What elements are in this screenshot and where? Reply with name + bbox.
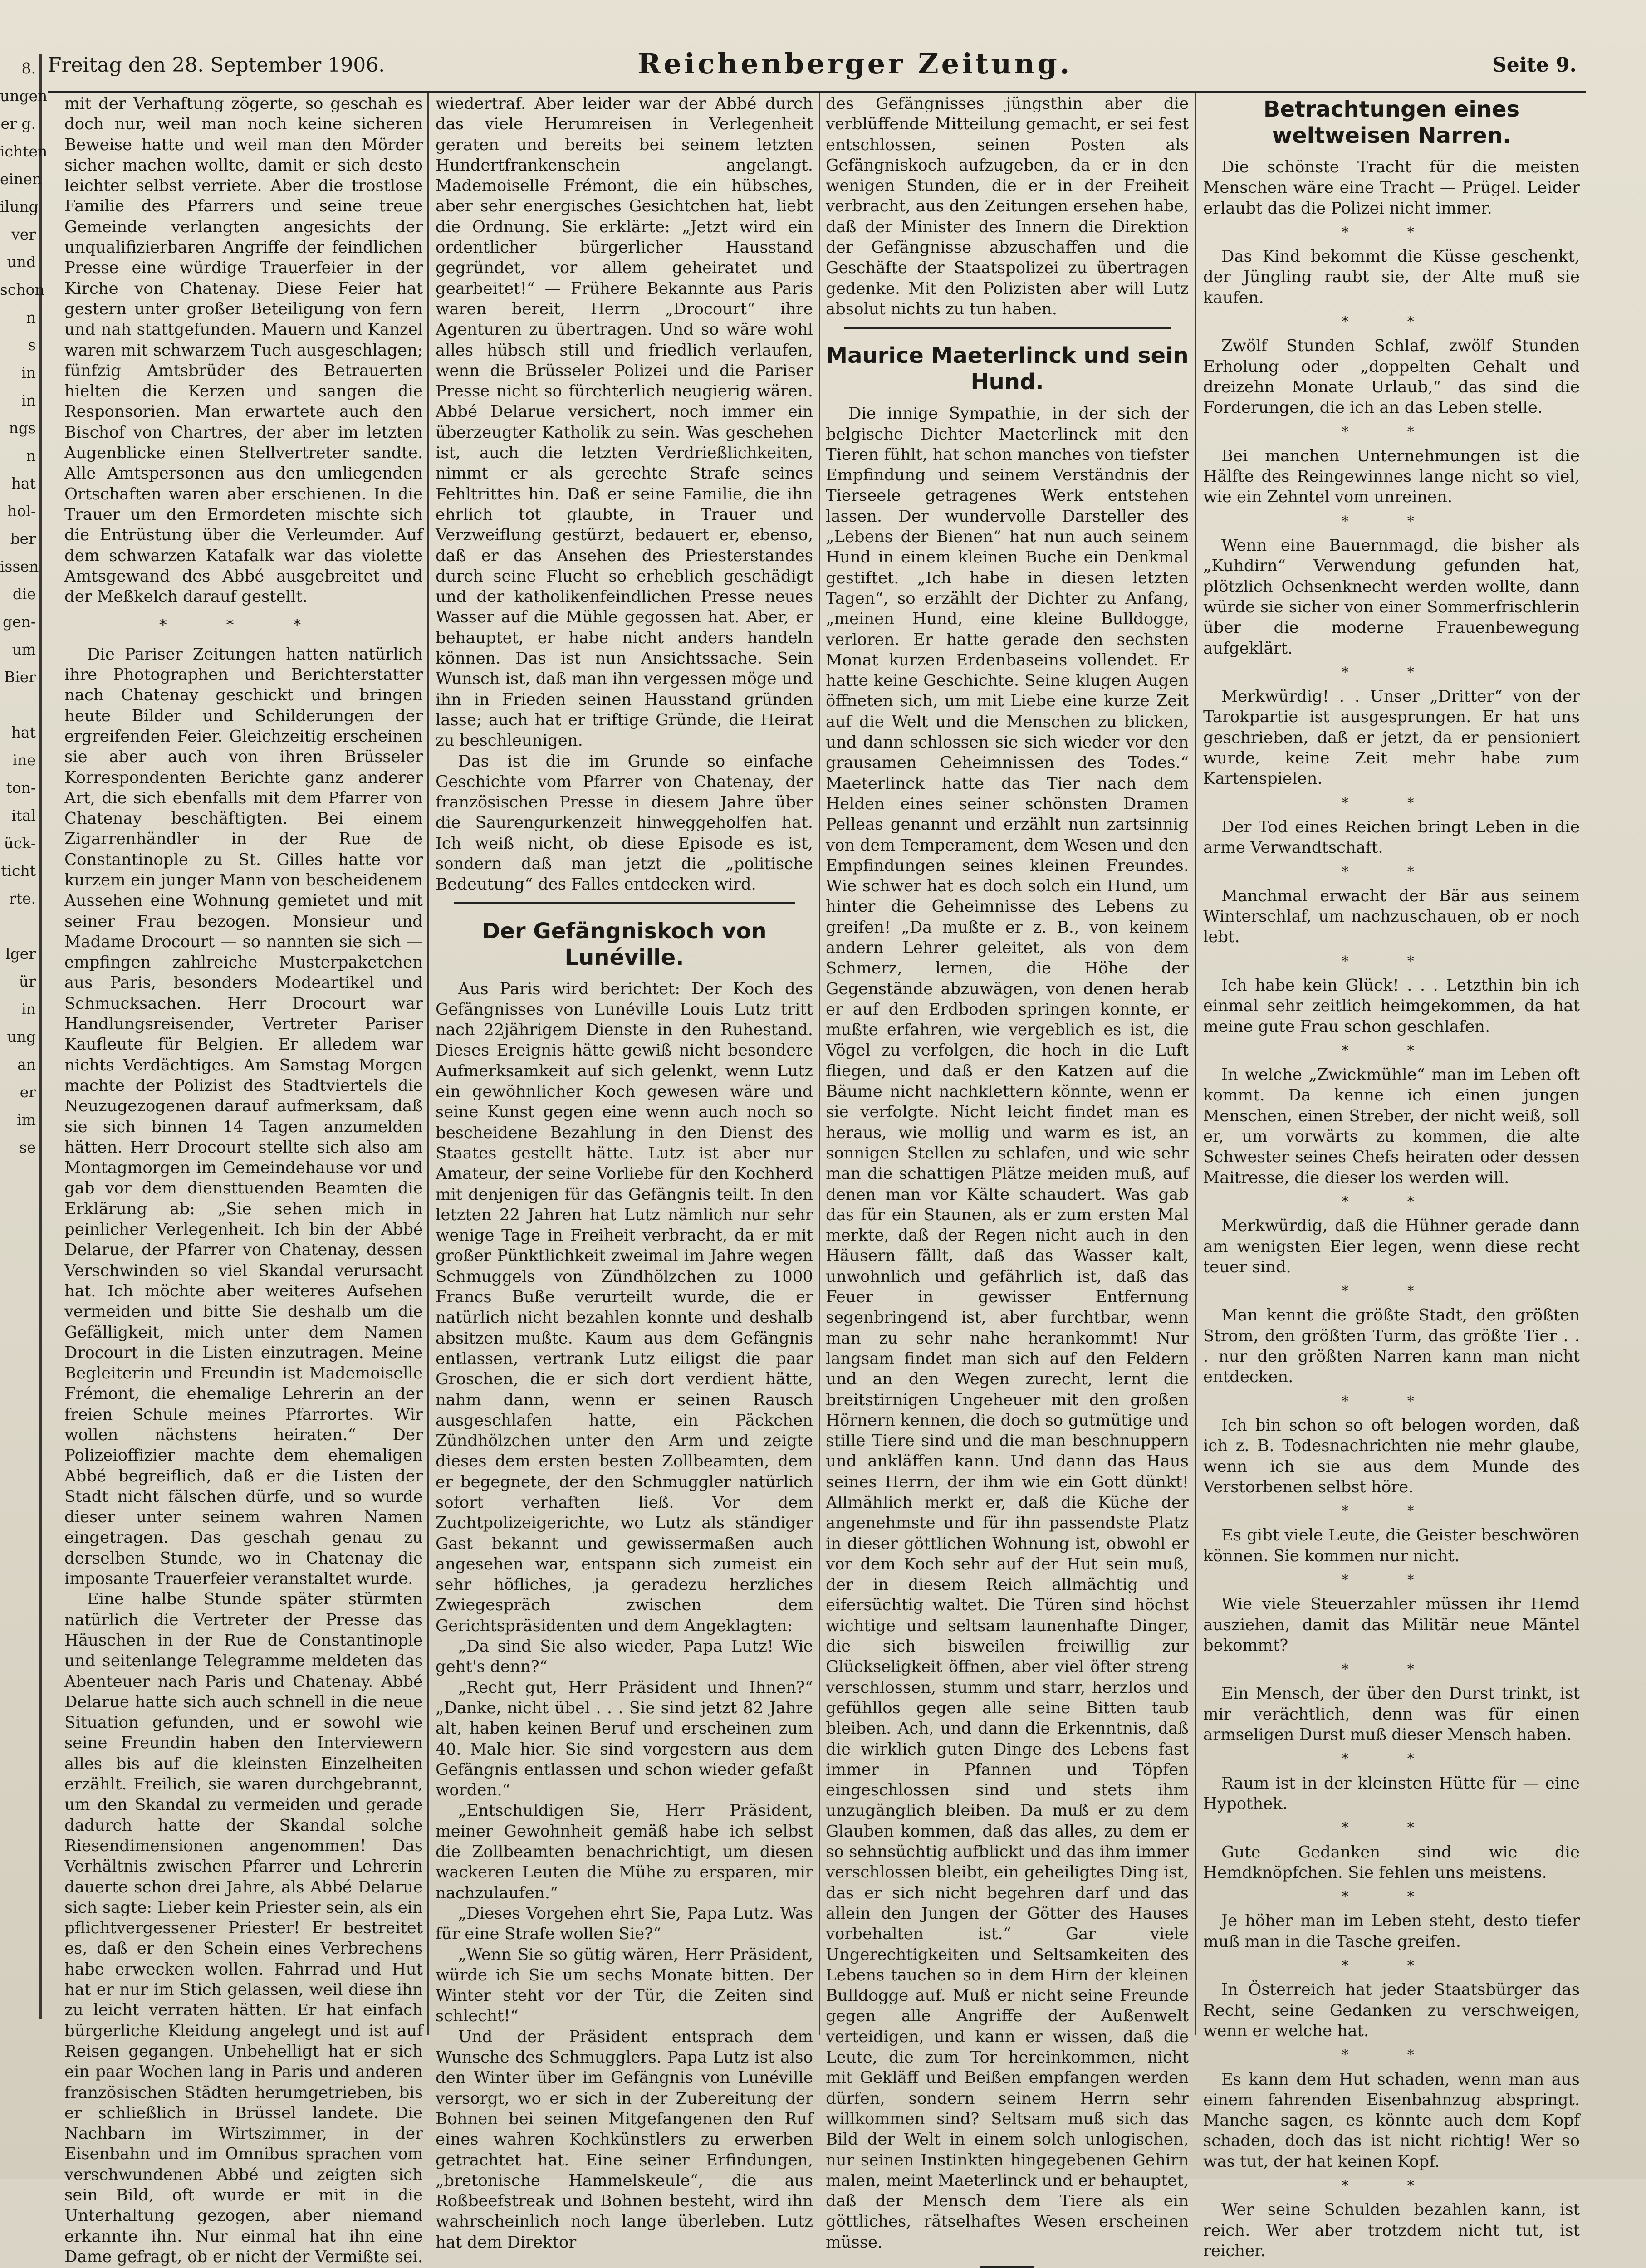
aphorism-separator: * * — [1342, 1503, 1441, 1520]
dialogue-paragraph: „Recht gut, Herr Präsident und Ihnen?“ „Danke, nicht übel . . . Sie sind jetzt 82 Jahre alt, haben keinen Beruf und erscheinen zum 40. Male hier. Sie sind vorgestern aus dem Gefängnis entlassen und schon wieder gefaßt worden.“ — [436, 1678, 813, 1800]
fragment-line — [0, 1521, 36, 1549]
column-3 — [826, 93, 1189, 2252]
article-headline: Betrachtungen eines weltweisen Narren. — [1263, 97, 1520, 148]
fragment-line: issen — [0, 557, 39, 575]
fragment-line: ichten — [0, 142, 48, 160]
aphorism: Es kann dem Hut schaden, wenn man aus einem fahrenden Eisenbahnzug abspringt. Manche sagen, es könnte auch dem Kopf schaden, doch das ist nicht richtig! Wer so was tut, der hat keinen Kopf. — [1203, 2070, 1580, 2171]
aphorism: In Österreich hat jeder Staatsbürger das Recht, seine Gedanken zu verschweigen, wenn er welche hat. — [1203, 1980, 1580, 2040]
aphorism-separator: * * — [1342, 795, 1441, 811]
column-4 — [1203, 93, 1580, 2260]
fragment-line: ton- — [6, 779, 36, 797]
fragment-line: die — [12, 585, 36, 603]
fragment-line — [0, 1189, 36, 1217]
section-asterisks: * * * — [159, 616, 328, 635]
aphorism-separator: * * — [1342, 1820, 1441, 1836]
fragment-line: rte. — [9, 890, 36, 907]
fragment-line — [0, 1632, 36, 1659]
fragment-line: hat — [11, 723, 36, 741]
aphorism-separator — [1203, 2265, 1580, 2268]
fragment-line: ilung — [0, 198, 39, 215]
fragment-line: se — [19, 1139, 36, 1156]
dialogue-paragraph: „Da sind Sie also wieder, Papa Lutz! Wie geht's denn?“ — [436, 1637, 813, 1677]
fragment-line: lger — [5, 945, 36, 963]
aphorism-separator: * * — [1342, 513, 1441, 529]
fragment-line: hat — [11, 474, 36, 492]
fragment-line — [0, 1300, 36, 1327]
dialogue-paragraph: „Entschuldigen Sie, Herr Präsident, meiner Gewohnheit gemäß habe ich selbst die Zollbeamten benachrichtigt, um diesen wackeren Leuten die Mühe zu ersparen, mir nachzulaufen.“ — [436, 1801, 813, 1902]
fragment-line — [0, 1687, 36, 1715]
fragment-line: Bier — [4, 668, 36, 686]
aphorism: In welche „Zwickmühle“ man im Leben oft kommt. Da kenne ich einen jungen Menschen, einen Streber, der nicht weiß, soll er, um vorwärts zu kommen, die alte Schwester seines Chefs heiraten oder dessen Maitresse, die dieser los werden will. — [1203, 1066, 1580, 1187]
fragment-line: ine — [12, 751, 36, 769]
fragment-line — [0, 1383, 36, 1410]
aphorism: Manchmal erwacht der Bär aus seinem Winterschlaf, um nachzuschauen, ob er noch lebt. — [1203, 886, 1580, 947]
fragment-line — [0, 1549, 36, 1576]
article-paragraph: mit der Verhaftung zögerte, so geschah es doch nur, weil man noch keine sicheren Beweise hatte und weil man den Mörder sicher machen wollte, damit er sich desto leichter selbst verriete. Aber die trostlose Familie des Pfarrers und seine treue Gemeinde verlangten angesichts der unqualifizierbaren Angriffe der feindlichen Presse eine würdige Trauerfeier in der Kirche von Chatenay. Diese Feier hat gestern unter großer Beteiligung von fern und nah stattgefunden. Mauern und Kanzel waren mit schwarzem Tuch ausgeschlagen; fünfzig Amtsbrüder des Betrauerten hielten die Kerzen und sangen die Responsorien. Man erwartete auch den Bischof von Chartres, der aber im letzten Augenblicke einen Stellvertreter sandte. Alle Amtspersonen aus den umliegenden Ortschaften waren aber erschienen. In die Trauer um den Ermordeten mischte sich die Entrüstung über die Verleumder. Auf dem schwarzen Katafalk war das violette Amtsgewand des Abbé ausgebreitet und der Meßkelch darauf gestellt. — [64, 94, 423, 606]
column-1 — [64, 93, 423, 2266]
fragment-line — [0, 1825, 36, 1853]
aphorism: Bei manchen Unternehmungen ist die Hälfte des Reingewinnes lange nicht so viel, wie ein Zehntel vom unreinen. — [1203, 446, 1580, 507]
column-rule — [1195, 93, 1196, 2035]
aphorism: Ein Mensch, der über den Durst trinkt, ist mir verächtlich, denn was für einen armseligen Durst muß dieser Mensch haben. — [1203, 1684, 1580, 1745]
fragment-line: schon — [0, 281, 44, 298]
aphorism-separator: * * — [1342, 1283, 1441, 1300]
aphorism: Wenn eine Bauernmagd, die bisher als „Kuhdirn“ Verwendung gefunden hat, plötzlich Ochsenknecht werden wollte, dann würde sie sicher von einer Sommerfrischlerin über die moderne Frauenbewegung aufgeklärt. — [1203, 536, 1580, 658]
fragment-line — [0, 1742, 36, 1770]
fragment-line — [0, 1493, 36, 1521]
fragment-line: in — [21, 391, 36, 409]
column-2 — [436, 93, 813, 2252]
dialogue-paragraph: „Dieses Vorgehen ehrt Sie, Papa Lutz. Was für eine Strafe wollen Sie?“ — [436, 1904, 813, 1944]
aphorism-separator: * * — [1342, 2047, 1441, 2063]
fragment-line — [0, 1410, 36, 1438]
aphorism: Zwölf Stunden Schlaf, zwölf Stunden Erholung oder „doppelten Gehalt und dreizehn Monate Urlaub,“ das sind die Forderungen, die ich an das Leben stelle. — [1203, 337, 1580, 417]
fragment-line — [0, 691, 36, 719]
aphorism-separator: * * — [1342, 864, 1441, 880]
fragment-line: in — [21, 1000, 36, 1018]
article-paragraph: Die Pariser Zeitungen hatten natürlich ihre Photographen und Berichterstatter nach Chatenay geschickt und bringen heute Bilder und Schilderungen der ergreifenden Feier. Gleichzeitig erscheinen sie aber auch von ihren Brüsseler Korrespondenten Berichte ganz anderer Art, die sich ebenfalls mit dem Pfarrer von Chatenay beschäftigten. Bei einem Zigarrenhändler in der Rue de Constantinople zu St. Gilles hatte vor kurzem ein junger Mann von bescheidenem Aussehen eine Wohnung gemietet und mit seiner Frau bezogen. Monsieur und Madame Drocourt — so nannten sie sich — empfingen zahlreiche Musterpaketchen aus Paris, besonders Modeartikel und Schmucksachen. Herr Drocourt war Handlungsreisender, Vertreter Pariser Kaufleute für Belgien. Er alledem war nichts Verdächtiges. Am Samstag Morgen machte der Polizist des Stadtviertels die Neuzugezogenen darauf aufmerksam, daß sie sich binnen 14 Tagen anzumelden hätten. Herr Drocourt stellte sich also am Montagmorgen im Gemeindehause vor und gab vor dem diensttuenden Beamten die Erklärung ab: „Sie sehen mich in peinlicher Verlegenheit. Ich bin der Abbé Delarue, der Pfarrer von Chatenay, dessen Verschwinden so viel Skandal verursacht hat. Ich möchte aber weiteres Aufsehen vermeiden und bitte Sie deshalb um die Gefälligkeit, mich unter dem Namen Drocourt in die Listen einzutragen. Meine Begleiterin und Freundin ist Mademoiselle Frémont, die ehemalige Lehrerin an der freien Schule meines Pfarrortes. Wir wollen nächstens heiraten.“ Der Polizeioffizier machte dem ehemaligen Abbé begreiflich, daß er die Listen der Stadt nicht fälschen dürfe, und so wurde dieser unter seinem wahren Namen eingetragen. Das geschah genau zu derselben Stunde, wo in Chatenay die imposante Trauerfeier veranstaltet wurde. — [64, 645, 423, 1589]
fragment-line — [0, 1576, 36, 1604]
fragment-line: er g. — [0, 115, 36, 132]
fragment-line: und — [7, 253, 36, 271]
fragment-line — [0, 1770, 36, 1798]
fragment-line: er — [20, 1083, 36, 1101]
aphorism: Raum ist in der kleinsten Hütte für — eine Hypothek. — [1203, 1774, 1580, 1813]
aphorism: Je höher man im Leben steht, desto tiefer muß man in die Tasche greifen. — [1203, 1911, 1580, 1951]
aphorism-separator: * * — [1342, 1958, 1441, 1974]
aphorism: Man kennt die größte Stadt, den größten Strom, den größten Turm, das größte Tier . . . nur den größten Narren kann man nicht entdecken. — [1203, 1306, 1580, 1387]
fragment-line: einen — [0, 170, 42, 188]
masthead — [48, 45, 1586, 93]
fragment-line: gen- — [2, 613, 36, 631]
aphorism-separator: * * — [1342, 1572, 1441, 1588]
aphorism: Merkwürdig, daß die Hühner gerade dann am wenigsten Eier legen, wenn diese recht teuer sind. — [1203, 1217, 1580, 1276]
fragment-line: ngs — [9, 419, 36, 437]
aphorism: Ich habe kein Glück! . . . Letzthin bin ich einmal sehr zeitlich heimgekommen, da hat meine gute Frau schon geschlafen. — [1203, 976, 1580, 1036]
article-paragraph: Die innige Sympathie, in der sich der belgische Dichter Maeterlinck mit den Tieren fühlt, hat schon manches von tiefster Empfindung und seinem Verständnis der Tierseele getragenes Werk entstehen lassen. Der wundervolle Darsteller des „Lebens der Bienen“ hat nun auch seinem Hund in einem kleinen Buche ein Denkmal gestiftet. „Ich habe in diesen letzten Tagen“, so erzählt der Dichter zu Anfang, „meinen Hund, eine kleine Bulldogge, verloren. Er hatte gerade den sechsten Monat kurzen Erdenbaseins vollendet. Er hatte keine Geschichte. Seine klugen Augen öffneten sich, um mit Liebe eine kurze Zeit auf die Welt und die Menschen zu blicken, und dann schlossen sie sich wieder vor den grausamen Geheimnissen des Todes.“ Maeterlinck hatte das Tier nach dem Helden eines seiner schönsten Dramen Pelleas genannt und erzählt nun zartsinnig von dem Temperament, dem Wesen und den Empfindungen seines kleinen Freundes. Wie schwer hat es doch solch ein Hund, um hinter die Geheimnisse des Lebens zu greifen! „Da mußte er z. B., von keinem andern Lehrer geleitet, als von dem Schmerz, lernen, die Höhe der Gegenstände abzuwägen, von denen herab er auf den Erdboden springen konnte, er mußte erfahren, wie vergeblich es ist, die Vögel zu verfolgen, die hoch in die Luft fliegen, und daß er den Katzen auf die Bäume nicht nachklettern könnte, wenn er sie verfolgte. Nicht leicht findet man es heraus, wie mollig und warm es ist, an sonnigen Stellen zu schlafen, und wie sehr man die schattigen Plätze meiden muß, auf denen man vor Kälte schaudert. Was gab das für ein Staunen, als er zum ersten Mal merkte, daß der Regen nicht auch in den Häusern fällt, daß das Wasser kalt, unwohnlich und gefährlich ist, daß das Feuer in gewisser Entfernung segenbringend ist, aber furchtbar, wenn man zu sehr nahe herankommt! Nur langsam findet man sich auf den Feldern und an den Wegen zurecht, lernt die breitstirnigen Ungeheuer mit den großen Hörnern kennen, die doch so gutmütige und stille Tiere sind und die man beschnuppern und ankläffen kann. Und dann das Haus seines Herrn, der ihm wie ein Gott dünkt! Allmählich merkt er, daß die Küche der angenehmste und für ihn passendste Platz in dieser göttlichen Wohnung ist, obwohl er vor dem Koch sehr auf der Hut sein muß, der in diesem Reich allmächtig und eifersüchtig waltet. Die Türen sind höchst wichtige und seltsam launenhafte Dinger, die sich bisweilen freiwillig zur Glückseligkeit öffnen, aber viel öfter streng verschlossen, stumm und starr, herzlos und gefühllos gegen alle seine Bitten taub bleiben. Ach, und dann die Erkenntnis, daß die wirklich guten Dinge des Lebens fast immer in Pfannen und Töpfen eingeschlossen sind und stets ihm unzugänglich bleiben. Da muß er zu dem Glauben kommen, daß das alles, zu dem er so sehnsüchtig aufblickt und das ihm immer verschlossen bleibt, ein geheiligtes Ding ist, das er sich nicht begehren darf und das allein den Jungen der Götter des Hauses vorbehalten ist.“ Gar viele Ungerechtigkeiten und Seltsamkeiten des Lebens tauchen so in dem Hirn der kleinen Bulldogge auf. Muß er nicht seine Freunde gegen alle Angriffe der Außenwelt verteidigen, und kann er wissen, daß die Leute, die zum Tor hereinkommen, nicht mit Gekläff und Beißen empfangen werden dürfen, sondern seinem Herrn sehr willkommen sind? Seltsam muß sich das Bild der Welt in einem solch unlogischen, nur seinen Instinkten hingegebenen Gehirn malen, meint Maeterlinck und er behauptet, daß der Mensch dem Tiere als ein göttliches, rätselhaftes Wesen erscheinen müsse. — [826, 404, 1189, 2252]
page-number: Seite 9. — [1492, 54, 1577, 77]
aphorism-separator: * * — [1342, 1193, 1441, 1210]
fragment-line — [0, 1715, 36, 1742]
fragment-line — [0, 1244, 36, 1272]
aphorism-separator: * * — [1342, 1662, 1441, 1678]
fragment-line — [0, 1798, 36, 1825]
fragment-line — [0, 1908, 36, 1936]
column-rule — [819, 93, 820, 2035]
fragment-line: n — [26, 308, 36, 326]
fragment-line — [0, 1604, 36, 1632]
dialogue-paragraph: „Wenn Sie so gütig wären, Herr Präsident, würde ich Sie um sechs Monate bitten. Der Winter steht vor der Tür, die Zeiten sind schlecht!“ — [436, 1945, 813, 2026]
fragment-line — [0, 1438, 36, 1466]
fragment-line: n — [26, 447, 36, 464]
fragment-line: hol- — [7, 502, 36, 520]
article-headline: Der Gefängniskoch von Lunéville. — [482, 918, 767, 970]
article-divider — [454, 902, 795, 904]
aphorism: Merkwürdig! . . Unser „Dritter“ von der Tarokpartie ist ausgesprungen. Er hat uns geschrieben, daß er jetzt, da er pensioniert wurde, keine Zeit mehr habe zum Kartenspielen. — [1203, 687, 1580, 788]
fragment-line: ungen — [0, 87, 48, 105]
aphorism: Der Tod eines Reichen bringt Leben in die arme Verwandtschaft. — [1203, 817, 1580, 857]
article-headline: Maurice Maeterlinck und sein Hund. — [826, 343, 1189, 395]
fragment-line: ver — [11, 225, 36, 243]
aphorism: Wie viele Steuerzahler müssen ihr Hemd ausziehen, damit das Militär neue Mäntel bekommt? — [1203, 1595, 1580, 1655]
article-paragraph: Das ist die im Grunde so einfache Geschichte vom Pfarrer von Chatenay, der französischen Presse in diesem Jahre über die Saurengurkenzeit hinweggeholfen hat. Ich weiß nicht, ob diese Episode es ist, sondern daß man jetzt die „politische Bedeutung“ des Falles entdecken wird. — [436, 752, 813, 894]
aphorism: Gute Gedanken sind wie die Hemdknöpfchen. Sie fehlen uns meistens. — [1203, 1843, 1580, 1882]
aphorism-separator: * * — [1342, 1889, 1441, 1905]
aphorism-list — [1203, 157, 1580, 2268]
issue-date: Freitag den 28. September 1906. — [48, 54, 385, 77]
fragment-line: in — [21, 364, 36, 381]
aphorism: Ich bin schon so oft belogen worden, daß ich z. B. Todesnachrichten nie mehr glaube, wenn ich sie aus dem Munde des Verstorbenen selbst höre. — [1203, 1416, 1580, 1496]
column-rule — [427, 93, 429, 2035]
fragment-line — [0, 1327, 36, 1355]
fragment-line — [0, 1161, 36, 1189]
fragment-line: ber — [10, 530, 36, 547]
fragment-line — [0, 1659, 36, 1687]
article-paragraph: Eine halbe Stunde später stürmten natürlich die Vertreter der Presse das Häuschen in der Rue de Constantinople und seitenlange Telegramme meldeten das Abenteuer nach Paris und Chatenay. Abbé Delarue hatte sich auch schnell in die neue Situation gefunden, und er sowohl wie seine Freundin haben den Interviewern alles bis auf die kleinsten Einzelheiten erzählt. Freilich, sie waren durchgebrannt, um den Skandal zu vermeiden und gerade dadurch hatte der Skandal solche Riesendimensionen angenommen! Das Verhältnis zwischen Pfarrer und Lehrerin dauerte schon drei Jahre, als Abbé Delarue sich sagte: Lieber kein Priester sein, als ein pflichtvergessener Priester! Er bestreitet es, daß er den Schein eines Verbrechens habe erwecken wollen. Fahrrad und Hut hat er nur im Stich gelassen, weil diese ihn zu leicht verraten hätten. Er hat einfach bürgerliche Kleidung angelegt und ist auf Reisen gegangen. Unbehelligt hat er sich ein paar Wochen lang in Paris und anderen französischen Städten herumgetrieben, bis er schließlich in Brüssel landete. Die Nachbarn im Wirtszimmer, in der Eisenbahn und im Omnibus sprachen vom verschwundenen Abbé und zeigten sich sein Bild, oft wurde er mit in die Unterhaltung gezogen, aber niemand erkannte ihn. Nur einmal hat ihn eine Dame gefragt, ob er nicht der Vermißte sei. — [64, 1590, 423, 2266]
previous-page-column-fragment — [0, 54, 48, 2019]
fragment-line — [0, 1853, 36, 1881]
aphorism-separator: * * — [1342, 953, 1441, 969]
aphorism-separator: * * — [1342, 1393, 1441, 1409]
fragment-line — [0, 1217, 36, 1244]
aphorism: Das Kind bekommt die Küsse geschenkt, der Jüngling raubt sie, der Alte muß sie kaufen. — [1203, 247, 1580, 307]
article-paragraph: Und der Präsident entsprach dem Wunsche des Schmugglers. Papa Lutz ist also den Winter über im Gefängnis von Lunéville versorgt, wo er sich in der Zubereitung der Bohnen bei seinen Mitgefangenen den Ruf eines wahren Kochkünstlers zu erwerben getrachtet hat. Eine seiner Erfindungen, „bretonische Hammelskeule“, die aus Roßbeefstreak und Bohnen besteht, wird ihn wahrscheinlich noch lange überleben. Lutz hat dem Direktor — [436, 2027, 813, 2252]
aphorism: Wer seine Schulden bezahlen kann, ist reich. Wer aber trotzdem nicht tut, ist reicher. — [1203, 2200, 1580, 2260]
aphorism: Es gibt viele Leute, die Geister beschwören können. Sie kommen nur nicht. — [1203, 1526, 1580, 1565]
fragment-line: im — [17, 1111, 36, 1129]
article-paragraph: Aus Paris wird berichtet: Der Koch des Gefängnisses von Lunéville Louis Lutz tritt nach 22jährigem Dienste in den Ruhestand. Dieses Ereignis hätte gewiß nicht besondere Aufmerksamkeit auf sich gelenkt, wenn Lutz ein gewöhnlicher Koch gewesen wäre und seine Kunst gegen eine wenn auch noch so bescheidene Bezahlung in den Dienst des Staates gestellt hätte. Lutz ist aber nur Amateur, der seine Vorliebe für den Kochherd mit denjenigen für das Gefängnis teilt. In den letzten 22 Jahren hat Lutz nämlich nur sehr wenige Tage in Freiheit verbracht, da er mit großer Pünktlichkeit zweimal im Jahre wegen Schmuggels von Zündhölzchen zu 1000 Francs Buße verurteilt wurde, die er natürlich nicht bezahlen konnte und deshalb absitzen mußte. Kaum aus dem Gefängnis entlassen, vertrank Lutz eiligst die paar Groschen, die er sich dort verdient hätte, nahm dann, wenn er seinen Rausch ausgeschlafen hatte, ein Päckchen Zündhölzchen unter den Arm und zeigte dieses dem ersten besten Zollbeamten, dem er begegnete, der den Schmuggler natürlich sofort verhaften ließ. Vor dem Zuchtpolizeigerichte, wo Lutz als ständiger Gast bekannt und gewissermaßen auch angesehen war, entspann sich zumeist ein sehr höfliches, ja geradezu herzliches Zwiegespräch zwischen dem Gerichtspräsidenten und dem Angeklagten: — [436, 979, 813, 1635]
fragment-line — [0, 1355, 36, 1383]
fragment-line: ung — [7, 1028, 36, 1046]
fragment-line: s — [28, 336, 36, 354]
fragment-line — [0, 1466, 36, 1493]
fragment-line — [0, 912, 36, 940]
fragment-line: 8. — [21, 59, 36, 77]
aphorism-separator: * * — [1342, 1751, 1441, 1767]
fragment-line: ück- — [4, 834, 36, 852]
article-paragraph: wiedertraf. Aber leider war der Abbé durch das viele Herumreisen in Verlegenheit geraten und bereits bei seinem letzten Hundertfrankenschein angelangt. Mademoiselle Frémont, die ein hübsches, aber sehr energisches Gesichtchen hat, liebt die Ordnung. Sie erklärte: „Jetzt wird ein ordentlicher bürgerlicher Hausstand gegründet, vor allem geheiratet und gearbeitet!“ — Frühere Bekannte aus Paris waren bereit, Herrn „Drocourt“ ihre Agenturen zu übertragen. Und so wäre wohl alles hübsch still und friedlich verlaufen, wenn die Brüsseler Polizei und die Pariser Presse nicht so fürchterlich neugierig wären. Abbé Delarue versichert, noch immer ein überzeugter Katholik zu sein. Was geschehen ist, auch die letzten Verdrießlichkeiten, nimmt er als gerechte Strafe seines Fehltrittes hin. Daß er seine Familie, die ihn ehrlich tot glaubte, in Trauer und Verzweiflung gestürzt, bedauert er, ebenso, daß er das Ansehen des Priesterstandes durch seine Flucht so erheblich geschädigt und der katholikenfeindlichen Presse neues Wasser auf die Mühle gegossen hat. Aber, er behauptet, er habe nicht anders handeln können. Das ist nun Ansichtssache. Sein Wunsch ist, daß man ihn vergessen möge und ihn in Frieden seinen Hausstand gründen lasse; auch hat er triftige Gründe, die Heirat zu beschleunigen. — [436, 94, 813, 750]
aphorism-separator: * * — [1342, 424, 1441, 440]
fragment-line — [0, 1881, 36, 1908]
aphorism-separator: * * — [1342, 1042, 1441, 1059]
article-divider — [844, 327, 1171, 329]
fragment-line: um — [12, 640, 36, 658]
fragment-line: ital — [11, 807, 36, 824]
aphorism-separator: * * — [1342, 314, 1441, 330]
fragment-line — [0, 1272, 36, 1300]
fragment-line: ür — [19, 973, 36, 990]
aphorism-separator: * * — [1342, 664, 1441, 680]
fragment-line: ticht — [1, 862, 36, 880]
fragment-line: an — [17, 1056, 36, 1073]
fragment-line — [0, 1936, 36, 1964]
aphorism-separator: * * — [1342, 2178, 1441, 2194]
article-end-rule — [980, 2266, 1034, 2268]
aphorism: Die schönste Tracht für die meisten Menschen wäre eine Tracht — Prügel. Leider erlaubt das die Polizei nicht immer. — [1203, 158, 1580, 218]
article-paragraph: des Gefängnisses jüngsthin aber die verblüffende Mitteilung gemacht, er sei fest entschlossen, seinen Posten als Gefängniskoch aufzugeben, da er in den wenigen Stunden, die er in der Freiheit verbracht, aus den Zeitungen ersehen habe, daß der Minister des Innern die Direktion der Gefängnisse abzuschaffen und die Geschäfte der Staatspolizei zu übertragen gedenke. Mit den Polizisten aber will Lutz absolut nichts zu tun haben. — [826, 94, 1189, 318]
newspaper-title: Reichenberger Zeitung. — [637, 47, 1073, 80]
aphorism-separator: * * — [1342, 224, 1441, 240]
